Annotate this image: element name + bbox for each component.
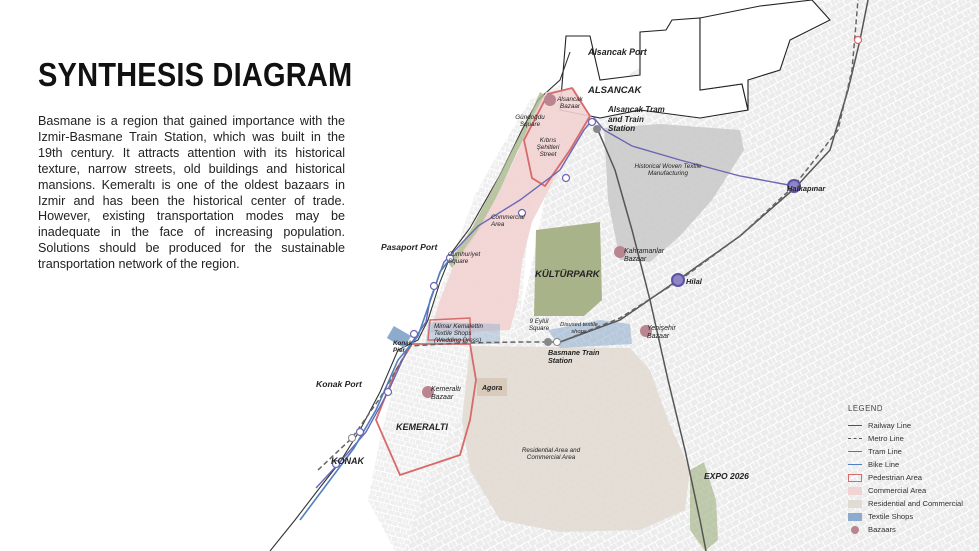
legend-item [848,432,978,445]
label-kahramanlar-bazaar: Kahramanlar Bazaar [624,248,665,263]
legend [848,404,978,536]
label-gundogdu-square: Gündoğdu Square [515,114,545,129]
label-hilal: Hilal [686,277,702,286]
label-expo-2026: EXPO 2026 [704,471,749,481]
label-konak-pier: Konak Pier [393,340,413,355]
label-pasaport-port: Pasaport Port [381,242,438,252]
legend-label: Tram Line [868,447,902,456]
description-text: Basmane is a region that gained importance with the Izmir-Basmane Train Station, which was built in the 19th century. It attracts attention with its historical texture, narrow streets, old buildings and historical mansions. Kemeraltı is one of the oldest bazaars in Izmir and has been the historical center of trade. However, existing transportation modes may be inadequate in the face of increasing population. Solutions should be produced for the sustainable transportation network of the region. [38,114,345,272]
label-alsancak: ALSANCAK [588,85,642,96]
legend-item [848,523,978,536]
label-konak: KONAK [331,456,364,466]
page-title: SYNTHESIS DIAGRAM [38,56,353,93]
label-basmane-station: Basmane Train Station [548,348,600,366]
legend-item [848,458,978,471]
label-9-eylul-square: 9 Eylül Square [528,318,550,333]
legend-symbol [848,474,862,482]
legend-item [848,484,978,497]
legend-label: Bazaars [868,525,896,534]
legend-label: Textile Shops [868,512,914,521]
legend-label: Commercial Area [868,486,927,495]
legend-symbol [848,425,862,426]
legend-item [848,510,978,523]
label-agora: Agora [482,385,503,392]
label-mimar-kemalettin: Mimar Kemalettin Textile Shops (Wedding Dress) [434,323,483,345]
label-halkapinar: Halkapınar [787,184,826,193]
label-kemeralti: KEMERALTI [396,422,448,432]
legend-label: Residential and Commercial [868,499,963,508]
label-kibris-street: Kıbrıs Şehitleri Street [536,137,560,159]
legend-label: Railway Line [868,421,912,430]
legend-symbol [848,487,862,495]
label-commercial-area: Commercial Area [491,214,525,229]
label-alsancak-bazaar: Alsancak Bazaar [557,96,583,111]
legend-symbol [848,438,862,439]
legend-item [848,445,978,458]
legend-title: LEGEND [848,404,884,413]
label-alsancak-port: Alsancak Port [588,47,647,57]
label-disused-textile: Disused textile shops [560,322,598,335]
label-kemeralti-bazaar: Kemeraltı Bazaar [431,386,461,401]
legend-symbol [848,500,862,508]
label-cumhuriyet-square: Cumhuriyet Square [448,251,481,266]
legend-label: Metro Line [868,434,904,443]
label-kulturpark: KÜLTÜRPARK [535,269,600,280]
label-yenisehir-bazaar: Yenişehir Bazaar [647,325,676,340]
legend-item [848,471,978,484]
label-woven-textile: Historical Woven Textile Manufacturing [634,163,702,178]
legend-symbol [848,451,862,452]
legend-label: Pedestrian Area [868,473,923,482]
legend-symbol [851,526,859,534]
legend-label: Bike Line [868,460,900,469]
label-residential-area: Residential Area and Commercial Area [521,447,581,462]
label-konak-port: Konak Port [316,379,362,389]
legend-symbol [848,464,862,465]
legend-symbol [848,513,862,521]
label-alsancak-station: Alsancak Tram and Train Station [608,105,665,133]
legend-item [848,497,978,510]
legend-item [848,419,978,432]
